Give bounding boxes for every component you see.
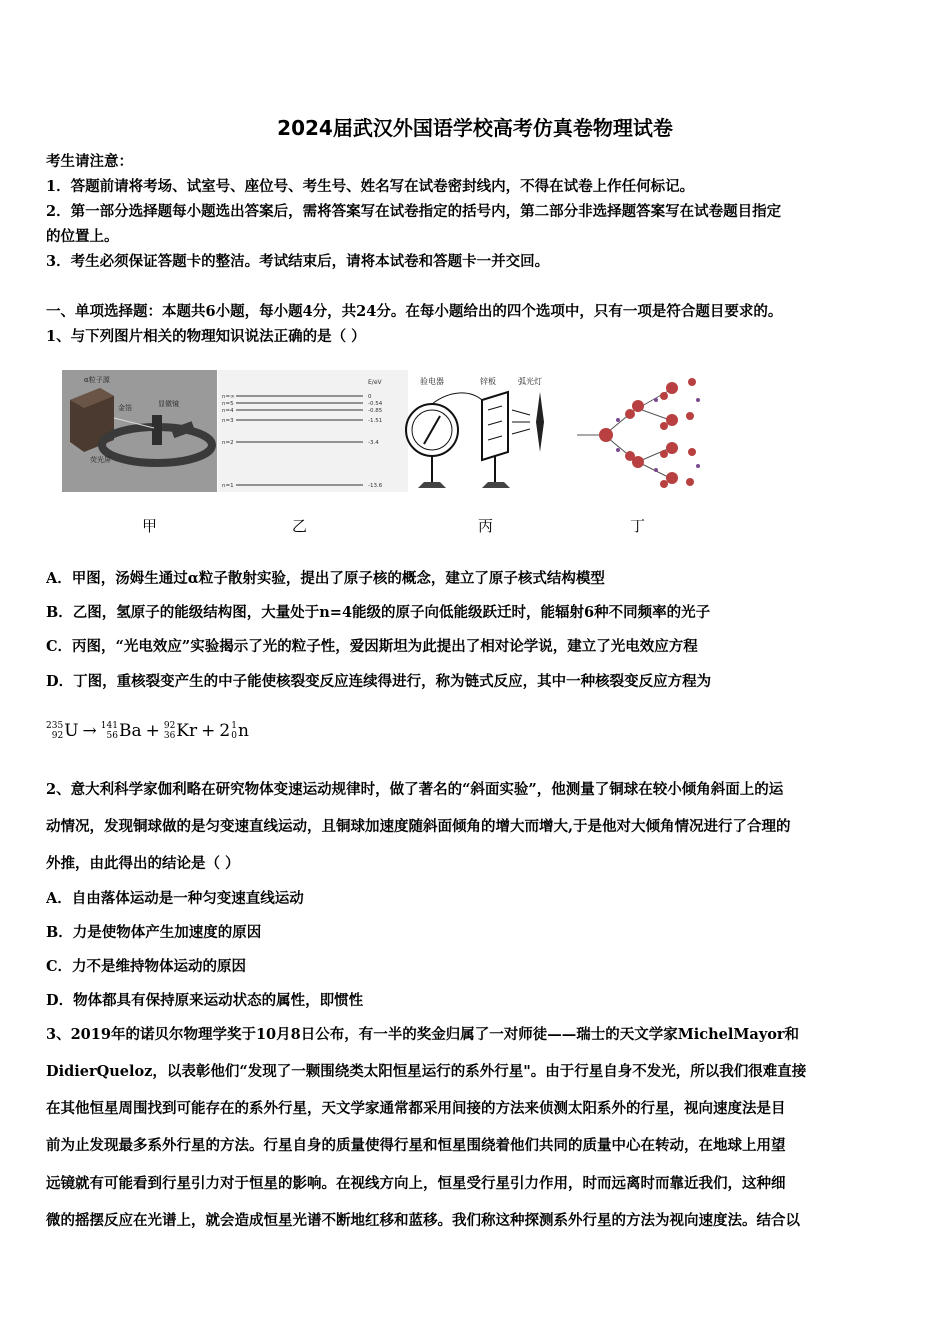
yi-e-4: -0.85 xyxy=(368,408,383,414)
q3-stem-2: DidierQueloz，以表彰他们“发现了一颗围绕类太阳恒星运行的系外行星"。由于行星自身不发光，所以我们很难直接 xyxy=(46,1063,807,1080)
jia-label-screen: 荧光屏 xyxy=(90,456,111,464)
q1-option-b: B．乙图，氢原子的能级结构图，大量处于n=4能级的原子向低能级跃迁时，能辐射6种不同频率的光子 xyxy=(46,604,711,621)
yi-n-1: n=1 xyxy=(222,483,234,489)
q3-stem-1: 3、2019年的诺贝尔物理学奖于10月8日公布，有一半的奖金归属了一对师徒——瑞士的天文学家MichelMayor和 xyxy=(46,1026,800,1043)
jia-label-source: α粒子源 xyxy=(84,376,110,384)
notice-item-3: 3．考生必须保证答题卡的整洁。考试结束后，请将本试卷和答题卡一并交回。 xyxy=(46,253,550,270)
fig-label-bing: 丙 xyxy=(478,517,494,535)
q2-option-a: A．自由落体运动是一种匀变速直线运动 xyxy=(46,890,304,907)
bing-label-electroscope: 验电器 xyxy=(420,377,444,386)
q2-option-d: D．物体都具有保持原来运动状态的属性，即惯性 xyxy=(46,992,364,1009)
yi-n-inf: n=∞ xyxy=(222,394,235,400)
fig-label-ding: 丁 xyxy=(630,517,646,535)
yi-e-3: -1.51 xyxy=(368,418,383,424)
q3-stem-5: 远镜就有可能看到行星引力对于恒星的影响。在视线方向上，恒星受行星引力作用，时而远离时而靠近我们，这种细 xyxy=(46,1175,786,1192)
yi-e-2: -3.4 xyxy=(368,440,379,446)
q2-option-c: C．力不是维持物体运动的原因 xyxy=(46,958,247,975)
bing-label-lamp: 弧光灯 xyxy=(518,377,542,386)
q2-stem-2: 动情况，发现铜球做的是匀变速直线运动，且铜球加速度随斜面倾角的增大而增大,于是他对大倾角情况进行了合理的 xyxy=(46,818,791,835)
section-heading: 一、单项选择题：本题共6小题，每小题4分，共24分。在每小题给出的四个选项中，只有一项是符合题目要求的。 xyxy=(46,303,783,320)
q2-option-b: B．力是使物体产生加速度的原因 xyxy=(46,924,262,941)
figure-bing xyxy=(400,370,560,495)
notice-item-1: 1．答题前请将考场、试室号、座位号、考生号、姓名写在试卷密封线内，不得在试卷上作任何标记。 xyxy=(46,178,695,195)
jia-label-microscope: 显微镜 xyxy=(158,400,179,408)
jia-label-foil: 金箔 xyxy=(118,404,132,412)
q1-option-d: D．丁图，重核裂变产生的中子能使核裂变反应连续得进行，称为链式反应，其中一种核裂变反应方程为 xyxy=(46,673,712,690)
yi-unit: E/eV xyxy=(368,379,382,386)
yi-e-5: -0.54 xyxy=(368,401,383,407)
q1-option-a: A．甲图，汤姆生通过α粒子散射实验，提出了原子核的概念，建立了原子核式结构模型 xyxy=(46,570,605,587)
q1-option-c: C．丙图，“光电效应”实验揭示了光的粒子性，爱因斯坦为此提出了相对论学说，建立了光电效应方程 xyxy=(46,638,698,655)
yi-e-inf: 0 xyxy=(368,394,372,400)
q3-stem-4: 前为止发现最多系外行星的方法。行星自身的质量使得行星和恒星围绕着他们共同的质量中心在转动，在地球上用望 xyxy=(46,1137,786,1154)
q1-stem: 1、与下列图片相关的物理知识说法正确的是（ ） xyxy=(46,328,366,345)
fig-label-jia: 甲 xyxy=(142,517,158,535)
q3-stem-3: 在其他恒星周围找到可能存在的系外行星，天文学家通常都采用间接的方法来侦测太阳系外的行星，视向速度法是目 xyxy=(46,1100,786,1117)
yi-n-2: n=2 xyxy=(222,440,234,446)
bing-label-zinc: 锌板 xyxy=(480,377,496,386)
yi-n-3: n=3 xyxy=(222,418,234,424)
q2-stem-3: 外推，由此得出的结论是（ ） xyxy=(46,855,240,872)
fig-label-yi: 乙 xyxy=(292,517,308,535)
page-title: 2024届武汉外国语学校高考仿真卷物理试卷 xyxy=(277,116,673,140)
yi-n-5: n=5 xyxy=(222,401,234,407)
yi-e-1: -13.6 xyxy=(368,483,383,489)
notice-item-2: 2．第一部分选择题每小题选出答案后，需将答案写在试卷指定的括号内，第二部分非选择题答案写在试卷题目指定 xyxy=(46,203,782,220)
q2-stem-1: 2、意大利科学家伽利略在研究物体变速运动规律时，做了著名的“斜面实验”，他测量了铜球在较小倾角斜面上的运 xyxy=(46,781,784,798)
notice-heading: 考生请注意： xyxy=(46,153,133,170)
fission-equation: 235 92 U → 141 56 Ba + 92 36 Kr + 2 1 0 n xyxy=(46,720,249,741)
notice-item-2-cont: 的位置上。 xyxy=(46,228,119,245)
figure-jia xyxy=(62,370,217,492)
q1-figures xyxy=(60,370,710,500)
figure-yi xyxy=(218,370,408,492)
yi-n-4: n=4 xyxy=(222,408,234,414)
figure-ding xyxy=(572,370,707,495)
q3-stem-6: 微的摇摆反应在光谱上，就会造成恒星光谱不断地红移和蓝移。我们称这种探测系外行星的方法为视向速度法。结合以 xyxy=(46,1212,800,1229)
